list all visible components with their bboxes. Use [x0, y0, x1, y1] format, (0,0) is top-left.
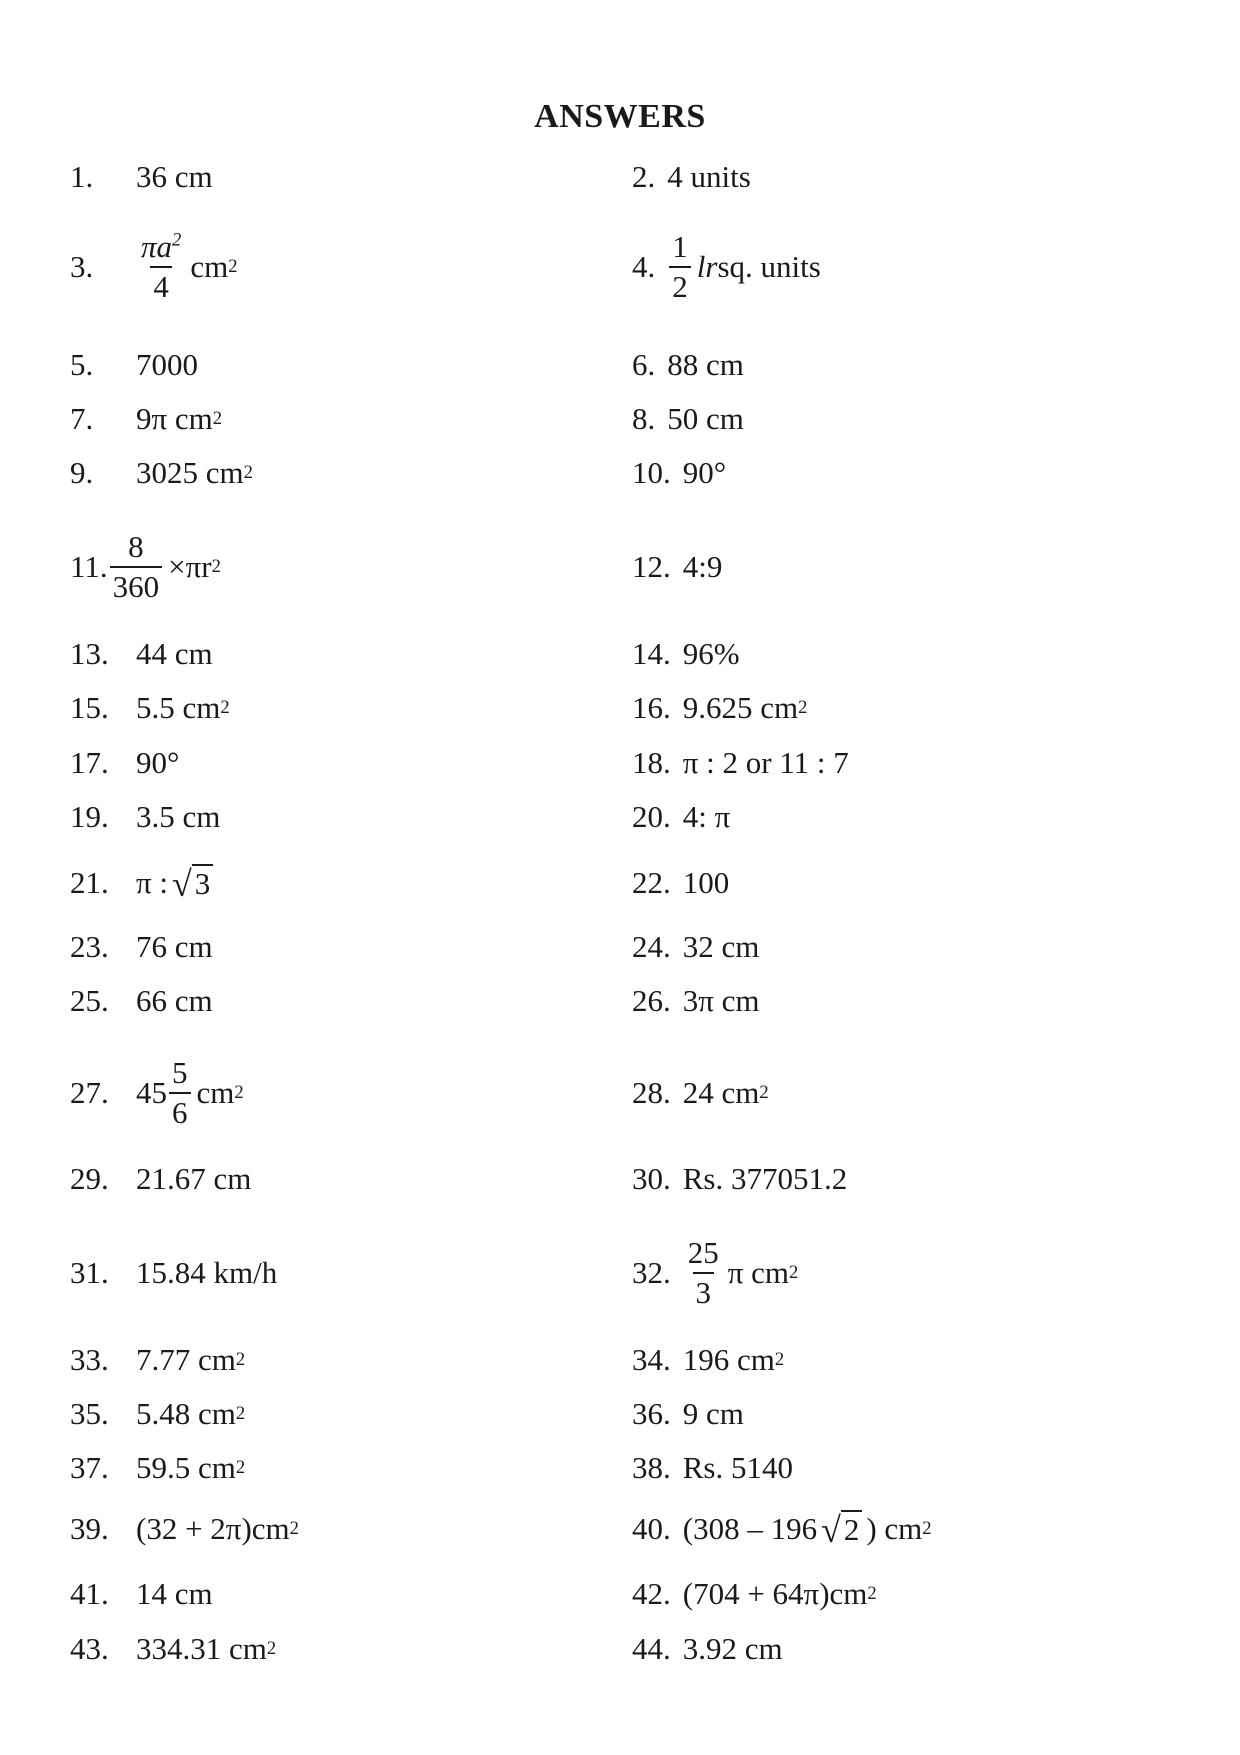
answer-row: [0, 222, 1240, 312]
answer-16: [632, 678, 807, 738]
answer-20: [632, 787, 730, 847]
answer-row: [0, 1228, 1240, 1318]
fraction: [669, 230, 691, 304]
exponent: 2: [798, 697, 808, 718]
answer-39: [70, 1496, 299, 1562]
answer-number: 29.: [70, 1161, 109, 1196]
answer-value: 3025 cm 2: [136, 455, 253, 490]
answer-value: Rs. 377051.2: [682, 1161, 848, 1196]
answer-row: [0, 1149, 1240, 1209]
answer-number: 16.: [632, 690, 671, 725]
answer-value: 9 cm: [682, 1396, 744, 1431]
answer-value: 32 cm: [682, 929, 760, 964]
answer-value: 7000: [136, 347, 198, 382]
answer-34: [632, 1330, 784, 1390]
answer-row: [0, 1619, 1240, 1679]
square-root: √ 2: [821, 1510, 862, 1548]
answer-number: 28.: [632, 1075, 671, 1110]
answer-10: [632, 443, 726, 503]
answer-22: [632, 850, 729, 916]
answer-29: [70, 1149, 251, 1209]
answer-number: 32.: [632, 1255, 671, 1290]
fraction-denominator: 2: [669, 266, 691, 304]
answer-17: [70, 733, 179, 793]
answer-7: [70, 389, 222, 449]
answer-44: [632, 1619, 783, 1679]
answer-value: 36 cm: [136, 159, 213, 194]
answer-40: [632, 1496, 932, 1562]
exponent: 2: [235, 1457, 246, 1478]
answer-value: $\frac{8}{360}$ ×πr 2: [108, 530, 221, 604]
exponent: 2: [243, 462, 253, 483]
answer-row: [0, 1330, 1240, 1390]
answer-row: [0, 1048, 1240, 1138]
answer-value: 4: π: [682, 799, 731, 834]
answer-value: 4 units: [667, 159, 751, 194]
answer-15: [70, 678, 230, 738]
answer-21: [70, 850, 213, 916]
answer-value: 334.31 cm 2: [136, 1631, 277, 1666]
variable: lr: [696, 249, 718, 284]
answer-3: [70, 222, 238, 312]
answer-value: 4:9: [682, 549, 723, 584]
answer-number: 34.: [632, 1342, 671, 1377]
answer-row: [0, 443, 1240, 503]
answer-number: 4.: [632, 249, 656, 284]
answer-value: 7.77 cm 2: [136, 1342, 246, 1377]
answer-number: 18.: [632, 745, 671, 780]
answer-value: Rs. 5140: [682, 1450, 793, 1485]
answer-value: π : 2 or 11 : 7: [682, 745, 849, 780]
answer-number: 3.: [70, 249, 94, 284]
exponent: 2: [234, 1082, 244, 1103]
fraction-denominator: 6: [169, 1092, 191, 1130]
answer-14: [632, 624, 740, 684]
answer-number: 7.: [70, 401, 94, 436]
answer-value: 96%: [682, 636, 740, 671]
fraction-numerator: 8: [128, 528, 144, 564]
answer-value: 88 cm: [667, 347, 744, 382]
answer-row: [0, 733, 1240, 793]
answer-number: 11.: [70, 549, 108, 584]
answer-number: 14.: [632, 636, 671, 671]
answer-row: [0, 522, 1240, 612]
answer-number: 33.: [70, 1342, 109, 1377]
answer-value: 90°: [136, 745, 180, 780]
answer-12: [632, 522, 722, 612]
answer-number: 37.: [70, 1450, 109, 1485]
answer-number: 40.: [632, 1511, 671, 1546]
answer-row: [0, 389, 1240, 449]
answer-value: 3.5 cm: [136, 799, 221, 834]
answer-number: 6.: [632, 347, 656, 382]
exponent: 2: [922, 1517, 932, 1539]
answer-value: (32 + 2π)cm 2: [136, 1511, 299, 1546]
exponent: 2: [212, 408, 223, 429]
answer-42: [632, 1564, 877, 1624]
answer-number: 27.: [70, 1075, 109, 1110]
fraction: [685, 1236, 722, 1310]
answer-33: [70, 1330, 245, 1390]
answer-value: 66 cm: [136, 983, 213, 1018]
fraction-numerator: 25: [687, 1234, 719, 1270]
answer-41: [70, 1564, 213, 1624]
answer-number: 19.: [70, 799, 109, 834]
fraction-numerator: 5: [172, 1054, 188, 1090]
fraction-numerator: 1: [672, 228, 688, 264]
answer-number: 1.: [70, 159, 94, 194]
answer-number: 42.: [632, 1576, 671, 1611]
exponent: 2: [228, 256, 238, 277]
answer-35: [70, 1384, 245, 1444]
answer-value: 9.625 cm 2: [682, 690, 808, 725]
answer-value: 196 cm 2: [682, 1342, 785, 1377]
answer-number: 25.: [70, 983, 109, 1018]
exponent: 2: [789, 1262, 799, 1283]
answer-number: 9.: [70, 455, 94, 490]
answer-value: 5.48 cm 2: [136, 1396, 246, 1431]
answer-number: 43.: [70, 1631, 109, 1666]
answer-1: [70, 147, 213, 207]
answer-18: [632, 733, 849, 793]
answer-value: 14 cm: [136, 1576, 213, 1611]
answer-5: [70, 335, 198, 395]
answer-number: 22.: [632, 865, 671, 900]
answer-number: 23.: [70, 929, 109, 964]
answer-value: 9π cm 2: [136, 401, 223, 436]
exponent: 2: [867, 1583, 877, 1604]
answer-38: [632, 1438, 793, 1498]
exponent: 2: [289, 1518, 299, 1539]
radicand: 3: [192, 864, 214, 902]
fraction-numerator: $\pi a^2$: [141, 228, 182, 264]
answer-26: [632, 971, 760, 1031]
fraction-denominator: 4: [150, 266, 172, 304]
answer-value: 45 $\frac{5}{6}$ cm 2: [136, 1054, 244, 1130]
answer-number: 20.: [632, 799, 671, 834]
fraction: [169, 1056, 191, 1130]
fraction: [110, 530, 163, 604]
answer-number: 26.: [632, 983, 671, 1018]
exponent: 2: [235, 1349, 246, 1370]
answer-value: 3.92 cm: [682, 1631, 783, 1666]
answer-30: [632, 1149, 847, 1209]
answer-32: [632, 1228, 798, 1318]
answer-number: 17.: [70, 745, 109, 780]
answer-number: 5.: [70, 347, 94, 382]
answer-number: 12.: [632, 549, 671, 584]
answer-row: [0, 971, 1240, 1031]
answer-row: [0, 1496, 1240, 1562]
answer-31: [70, 1228, 277, 1318]
answer-number: 30.: [632, 1161, 671, 1196]
answer-value: 5.5 cm 2: [136, 690, 230, 725]
answer-number: 21.: [70, 865, 109, 900]
unit: cm: [190, 249, 229, 284]
answer-row: [0, 1564, 1240, 1624]
answer-19: [70, 787, 220, 847]
answer-number: 15.: [70, 690, 109, 725]
fraction-denominator: 3: [693, 1272, 715, 1310]
answer-number: 10.: [632, 455, 671, 490]
answer-24: [632, 917, 759, 977]
answer-row: [0, 850, 1240, 916]
answer-row: [0, 624, 1240, 684]
answer-number: 8.: [632, 401, 656, 436]
answer-number: 38.: [632, 1450, 671, 1485]
answer-value: 100: [682, 865, 730, 900]
exponent: 2: [211, 556, 221, 577]
fraction: [138, 230, 184, 304]
page-title: ANSWERS: [534, 98, 706, 135]
answer-row: [0, 1438, 1240, 1498]
answer-value: [667, 230, 821, 304]
answer-value: 21.67 cm: [136, 1161, 252, 1196]
answer-number: 2.: [632, 159, 656, 194]
answer-13: [70, 624, 213, 684]
radicand: 2: [841, 1510, 863, 1548]
answer-row: [0, 787, 1240, 847]
answer-value: 44 cm: [136, 636, 213, 671]
answer-25: [70, 971, 213, 1031]
answer-number: 36.: [632, 1396, 671, 1431]
exponent: 2: [235, 1403, 246, 1424]
answer-row: [0, 335, 1240, 395]
answer-row: [0, 1384, 1240, 1444]
answer-row: [0, 678, 1240, 738]
answer-value: [136, 230, 238, 304]
answer-28: [632, 1048, 769, 1138]
answer-27: [70, 1048, 244, 1138]
exponent: 2: [759, 1082, 769, 1103]
answer-row: [0, 147, 1240, 207]
answer-11: [70, 522, 221, 612]
answer-43: [70, 1619, 276, 1679]
answer-value: 59.5 cm 2: [136, 1450, 246, 1485]
answer-value: $\frac{25}{3}$ π cm 2: [683, 1236, 799, 1310]
answer-number: 44.: [632, 1631, 671, 1666]
exponent: 2: [266, 1638, 277, 1659]
answer-value: 15.84 km/h: [136, 1255, 278, 1290]
answer-number: 41.: [70, 1576, 109, 1611]
answer-6: [632, 335, 744, 395]
exponent: 2: [220, 697, 230, 718]
answer-value: (704 + 64π)cm 2: [682, 1576, 877, 1611]
answer-2: [632, 147, 751, 207]
answer-number: 13.: [70, 636, 109, 671]
answer-number: 39.: [70, 1511, 109, 1546]
answer-8: [632, 389, 744, 449]
fraction-denominator: 360: [110, 566, 163, 604]
answer-value: 3π cm: [682, 983, 760, 1018]
answer-row: [0, 917, 1240, 977]
exponent: 2: [774, 1349, 785, 1370]
answer-4: [632, 222, 821, 312]
answer-9: [70, 443, 253, 503]
answer-value: 90°: [682, 455, 727, 490]
answer-value: 24 cm 2: [682, 1075, 769, 1110]
answer-number: 35.: [70, 1396, 109, 1431]
answer-number: 24.: [632, 929, 671, 964]
answer-value: 76 cm: [136, 929, 213, 964]
unit: sq. units: [717, 249, 821, 284]
answer-value: (308 – 196 √ 2 ) cm 2: [682, 1509, 932, 1550]
answer-37: [70, 1438, 245, 1498]
whole-number: 45: [136, 1075, 167, 1110]
square-root: √ 3: [172, 864, 213, 902]
answer-23: [70, 917, 213, 977]
answer-value: 50 cm: [667, 401, 744, 436]
answer-number: 31.: [70, 1255, 109, 1290]
answer-value: π : √ 3: [136, 864, 213, 902]
answer-36: [632, 1384, 744, 1444]
